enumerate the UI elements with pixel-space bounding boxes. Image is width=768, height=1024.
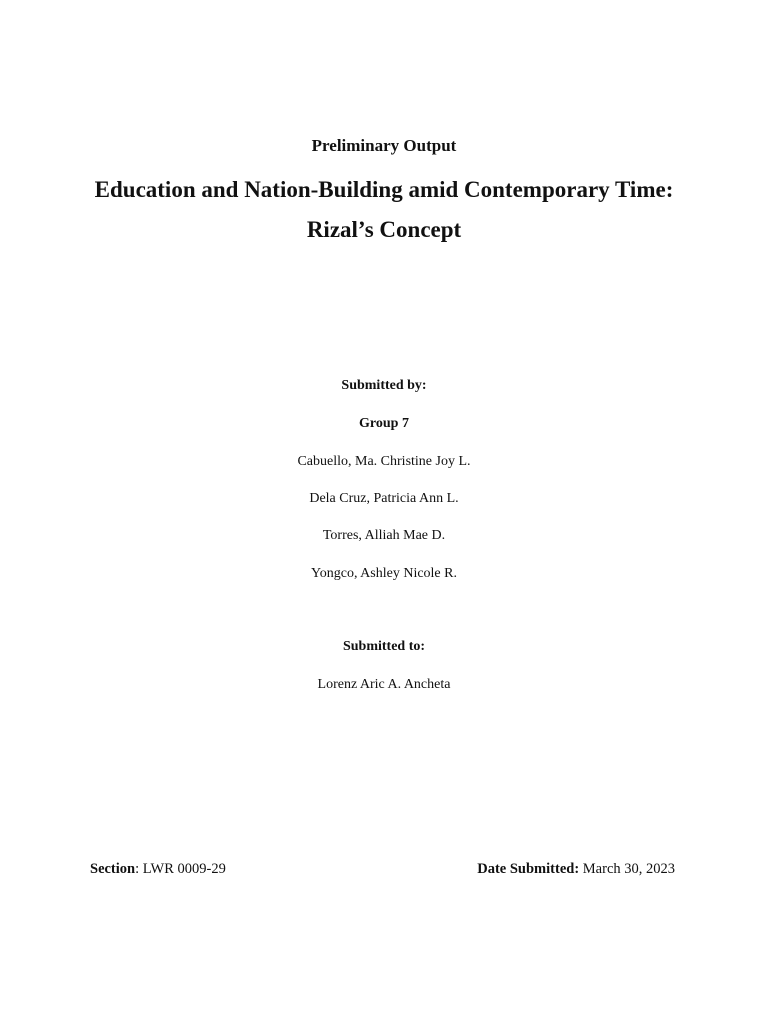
group-name: Group 7 — [359, 416, 409, 431]
member-name: Yongco, Ashley Nicole R. — [311, 566, 457, 581]
member-name: Torres, Alliah Mae D. — [322, 528, 446, 543]
section-separator: : — [135, 861, 143, 877]
submitted-to-heading: Submitted to: — [342, 639, 426, 654]
date-submitted-value: March 30, 2023 — [579, 861, 675, 877]
member-name: Dela Cruz, Patricia Ann L. — [309, 491, 459, 506]
document-title-line-1: Education and Nation-Building amid Contemporary Time: — [94, 177, 674, 202]
section-value: LWR 0009-29 — [142, 861, 226, 877]
instructor-name: Lorenz Aric A. Ancheta — [317, 677, 451, 692]
date-submitted-label: Date Submitted: — [477, 861, 580, 877]
document-title-line-2: Rizal’s Concept — [306, 217, 462, 242]
date-submitted-info — [477, 861, 675, 878]
section-label: Section — [90, 861, 136, 877]
submitted-by-heading: Submitted by: — [341, 378, 427, 393]
section-info — [90, 861, 226, 878]
member-name: Cabuello, Ma. Christine Joy L. — [297, 454, 471, 469]
document-label: Preliminary Output — [311, 136, 457, 155]
